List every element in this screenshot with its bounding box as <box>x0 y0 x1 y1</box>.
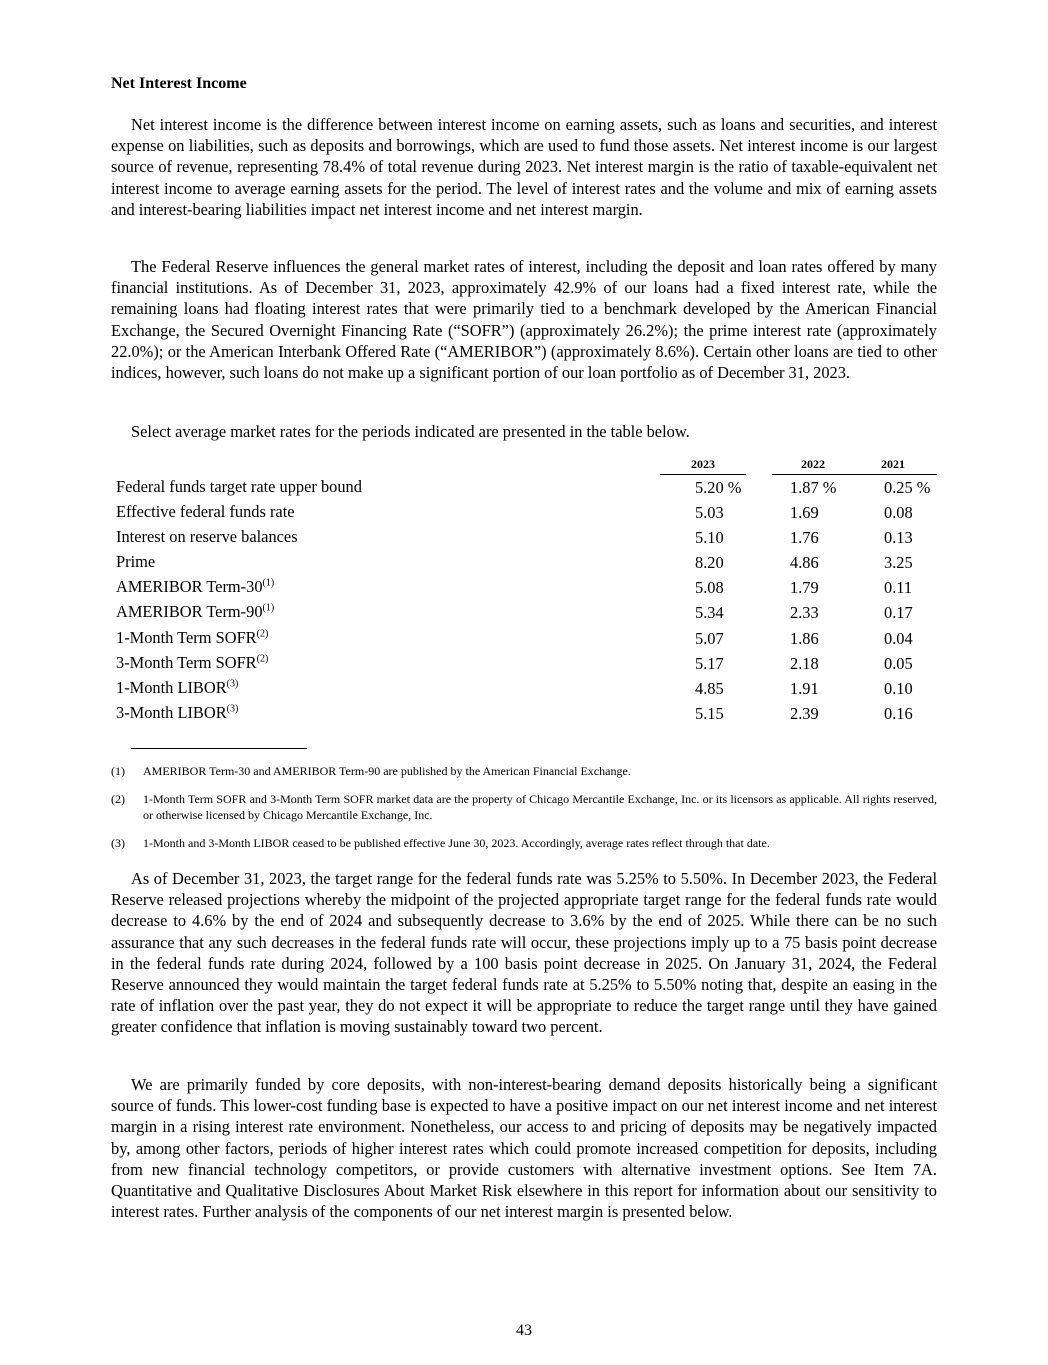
table-row <box>111 651 937 676</box>
footnote <box>111 836 937 852</box>
row-label: 1-Month Term SOFR$^{(2)}$ <box>116 627 269 647</box>
row-label: Effective federal funds rate <box>116 502 295 522</box>
column-header-2022: 2022 <box>772 457 854 475</box>
value-2023: 8.20 <box>695 553 724 573</box>
value-2021: 0.25 % <box>884 478 931 497</box>
value-2022: 2.18 <box>790 653 819 673</box>
footnote <box>111 792 937 823</box>
page-number: 43 <box>516 1322 532 1339</box>
table-row <box>111 475 937 500</box>
value-2021: 0.17 <box>884 603 913 623</box>
value-2021: 0.13 <box>884 528 913 548</box>
table-row <box>111 626 937 651</box>
value-2023: 5.03 <box>695 503 724 523</box>
footnote-number: (3) <box>111 836 125 850</box>
value-2021: 0.16 <box>884 703 913 723</box>
value-2023: 5.08 <box>695 578 724 598</box>
row-label: Interest on reserve balances <box>116 527 298 547</box>
value-2021: 0.11 <box>884 578 913 598</box>
footnote-text: 1-Month and 3-Month LIBOR ceased to be published effective June 30, 2023. Accordingly, average rates reflect through that date. <box>143 836 770 850</box>
value-2023: 5.20 % <box>695 478 742 497</box>
paragraph-table-intro: Select average market rates for the periods indicated are presented in the table below. <box>131 422 690 441</box>
paragraph-net-interest-income: Net interest income is the difference between interest income on earning assets, such as loans and securities, and interest expense on liabilities, such as deposits and borrowings, which are used to fund those assets. Net interest income is our largest source of revenue, representing 78.4% of total revenue during 2023. Net interest margin is the ratio of taxable-equivalent net interest income to average earning assets for the period. The level of interest rates and the volume and mix of earning assets and interest-bearing liabilities impact net interest income and net interest margin. <box>111 115 937 219</box>
value-2023: 5.10 <box>695 528 724 548</box>
value-2022: 1.91 <box>790 678 819 698</box>
table-header-row <box>111 453 937 475</box>
value-2021: 0.04 <box>884 628 913 648</box>
column-header-2023: 2023 <box>660 457 746 475</box>
table-row <box>111 550 937 575</box>
value-2023: 5.07 <box>695 628 724 648</box>
value-2022: 4.86 <box>790 553 819 573</box>
value-2021: 0.10 <box>884 678 913 698</box>
row-label: 3-Month Term SOFR$^{(2)}$ <box>116 652 269 672</box>
row-label: 3-Month LIBOR$^{(3)}$ <box>116 702 239 722</box>
row-label: AMERIBOR Term-90$^{(1)}$ <box>116 602 275 622</box>
table-row <box>111 525 937 550</box>
value-2023: 5.34 <box>695 603 724 623</box>
paragraph-federal-reserve: The Federal Reserve influences the general market rates of interest, including the deposit and loan rates offered by many financial institutions. As of December 31, 2023, approximately 42.9% of our loans had a fixed interest rate, while the remaining loans had floating interest rates that were primarily tied to a benchmark developed by the American Financial Exchange, the Secured Overnight Financing Rate (“SOFR”) (approximately 26.2%); the prime interest rate (approximately 22.0%); or the American Interbank Offered Rate (“AMERIBOR”) (approximately 8.6%). Certain other loans are tied to other indices, however, such loans do not make up a significant portion of our loan portfolio as of December 31, 2023. <box>111 257 937 383</box>
table-row <box>111 500 937 525</box>
section-heading: Net Interest Income <box>111 75 247 92</box>
market-rates-table <box>111 453 937 726</box>
value-2022: 2.39 <box>790 703 819 723</box>
value-2021: 0.05 <box>884 653 913 673</box>
footnote-number: (1) <box>111 764 125 778</box>
paragraph-funding-sources: We are primarily funded by core deposits, with non-interest-bearing demand deposits historically being a significant source of funds. This lower-cost funding base is expected to have a positive impact on our net interest income and net interest margin in a rising interest rate environment. Nonetheless, our access to and pricing of deposits may be negatively impacted by, among other factors, periods of higher interest rates which could promote increased competition for deposits, including from new financial technology competitors, or provide customers with alternative investment options. See Item 7A. Quantitative and Qualitative Disclosures About Market Risk elsewhere in this report for information about our sensitivity to interest rates. Further analysis of the components of our net interest margin is presented below. <box>111 1075 937 1222</box>
value-2022: 2.33 <box>790 603 819 623</box>
row-label: AMERIBOR Term-30$^{(1)}$ <box>116 577 275 597</box>
column-header-2021: 2021 <box>849 457 937 475</box>
footnote-number: (2) <box>111 792 125 806</box>
footnote-divider <box>131 748 307 749</box>
value-2023: 5.17 <box>695 653 724 673</box>
value-2022: 1.87 % <box>790 478 837 497</box>
value-2022: 1.76 <box>790 528 819 548</box>
table-row <box>111 676 937 701</box>
value-2022: 1.79 <box>790 578 819 598</box>
row-label: 1-Month LIBOR$^{(3)}$ <box>116 677 239 697</box>
table-row <box>111 701 937 726</box>
value-2021: 3.25 <box>884 553 913 573</box>
value-2022: 1.86 <box>790 628 819 648</box>
footnote <box>111 764 937 780</box>
row-label: Federal funds target rate upper bound <box>116 477 362 496</box>
row-label: Prime <box>116 552 156 572</box>
value-2022: 1.69 <box>790 503 819 523</box>
footnote-text: AMERIBOR Term-30 and AMERIBOR Term-90 are published by the American Financial Exchange. <box>143 764 631 778</box>
value-2023: 5.15 <box>695 703 724 723</box>
table-row <box>111 600 937 625</box>
footnote-text: 1-Month Term SOFR and 3-Month Term SOFR market data are the property of Chicago Mercantile Exchange, Inc. or its licensors as applicable. All rights reserved, or otherwise licensed by Chicago Mercantile Exchange, Inc. <box>143 792 937 822</box>
value-2023: 4.85 <box>695 678 724 698</box>
paragraph-federal-funds-outlook: As of December 31, 2023, the target range for the federal funds rate was 5.25% to 5.50%. In December 2023, the Federal Reserve released projections whereby the midpoint of the projected appropriate target range for the federal funds rate would decrease to 4.6% by the end of 2024 and subsequently decrease to 3.6% by the end of 2025. While there can be no such assurance that any such decreases in the federal funds rate will occur, these projections imply up to a 75 basis point decrease in the federal funds rate during 2024, followed by a 100 basis point decrease in 2025. On January 31, 2024, the Federal Reserve announced they would maintain the target federal funds rate at 5.25% to 5.50% noting that, despite an easing in the rate of inflation over the past year, they do not expect it will be appropriate to reduce the target range until they have gained greater confidence that inflation is moving sustainably toward two percent. <box>111 869 937 1037</box>
value-2021: 0.08 <box>884 503 913 523</box>
table-row <box>111 575 937 600</box>
